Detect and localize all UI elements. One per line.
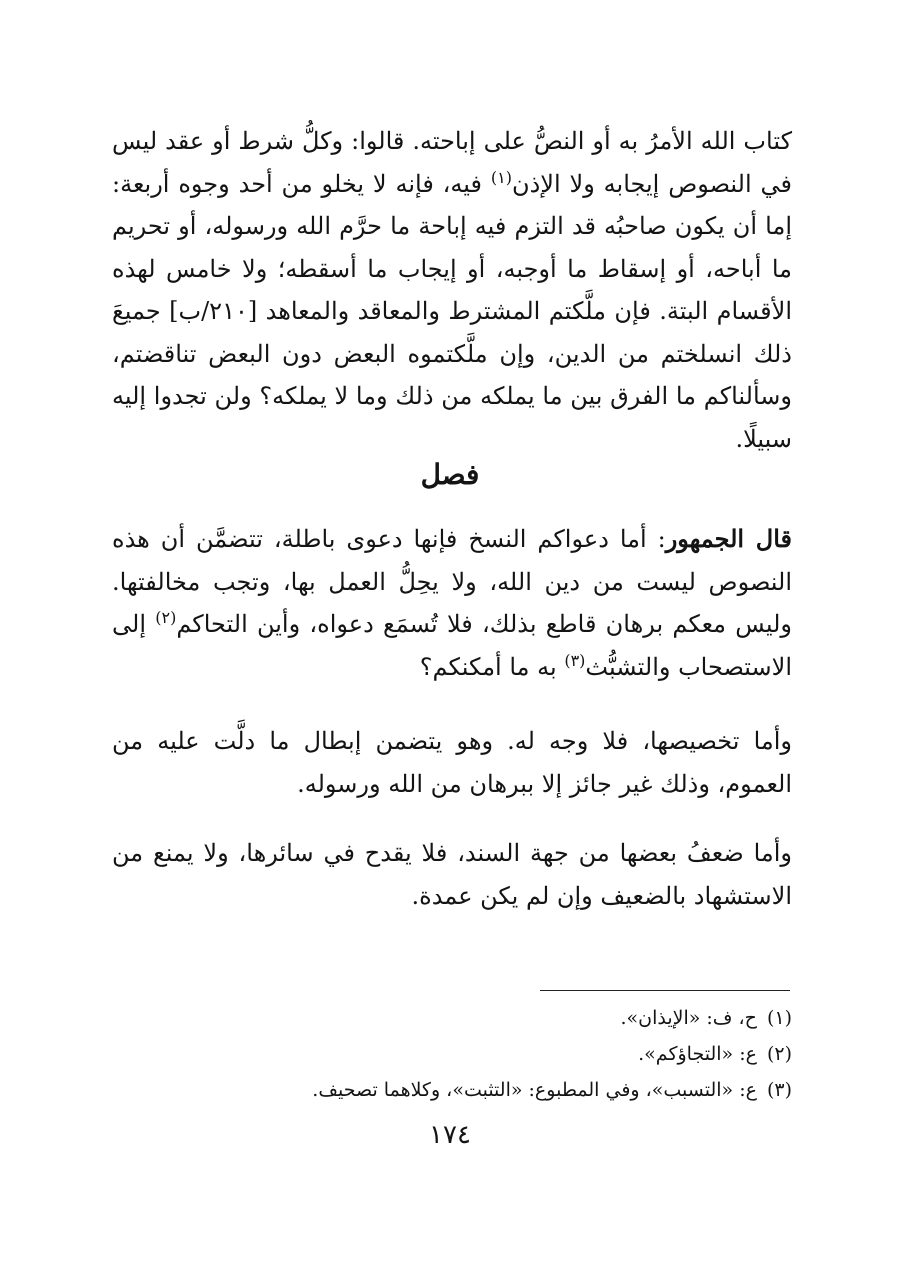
paragraph-1	[112, 120, 792, 460]
footnote-text: ع: «التجاؤكم».	[638, 1043, 757, 1065]
section-heading: فصل	[420, 458, 480, 491]
paragraph-3: وأما تخصيصها، فلا وجه له. وهو يتضمن إبطال ما دلَّت عليه من العموم، وذلك غير جائز إلا ببرهان من الله ورسوله.	[112, 727, 792, 798]
footnotes	[112, 1000, 792, 1108]
footnote-separator	[540, 990, 790, 991]
footnote-ref-3: (٣)	[564, 650, 586, 670]
footnote-3	[112, 1072, 792, 1108]
paragraph-1-text-b: فيه، فإنه لا يخلو من أحد وجوه أربعة: إما أن يكون صاحبُه قد التزم فيه إباحة ما حرَّم الله ورسوله، أو تحريم ما أباحه، أو إسقاط ما أوجبه، أو إيجاب ما أسقطه؛ ولا خامس لهذه الأقسام البتة. فإن ملَّكتم المشترط والمعاقد والمعاهد [٢١٠/ب] جميعَ ذلك انسلختم من الدين، وإن ملَّكتموه البعض دون البعض تناقضتم، وسألناكم ما الفرق بين ما يملكه من ذلك وما لا يملكه؟ ولن تجدوا إليه سبيلًا.	[112, 169, 793, 453]
paragraph-1-text-a: كتاب الله الأمرُ به أو النصُّ على إباحته. قالوا: وكلُّ شرط أو عقد ليس في النصوص إيجابه ولا الإذن	[112, 127, 792, 198]
paragraph-2-text-a: : أما دعواكم النسخ فإنها دعوى باطلة، تتضمَّن أن هذه النصوص ليست من دين الله، ولا يحِلُّ العمل بها، وتجب مخالفتها. وليس معكم برهان قاطع بذلك، فلا تُسمَع دعواه، وأين التحاكم	[112, 525, 793, 638]
paragraph-2-text-c: به ما أمكنكم؟	[419, 652, 565, 681]
footnote-ref-2: (٢)	[155, 608, 177, 627]
footnote-2	[112, 1036, 792, 1072]
footnote-text: ع: «التسبب»، وفي المطبوع: «التثبت»، وكلاهما تصحيف.	[312, 1079, 757, 1101]
footnote-number: (٢)	[766, 1043, 792, 1065]
page-number: ١٧٤	[429, 1120, 471, 1150]
footnote-ref-1: (١)	[490, 167, 512, 187]
paragraph-2-lead: قال الجمهور	[665, 524, 792, 553]
footnote-text: ح، ف: «الإيذان».	[620, 1007, 757, 1029]
footnote-number: (٣)	[766, 1079, 792, 1101]
footnote-number: (١)	[766, 1007, 792, 1029]
paragraph-4: وأما ضعفُ بعضها من جهة السند، فلا يقدح في سائرها، ولا يمنع من الاستشهاد بالضعيف وإن لم يكن عمدة.	[112, 839, 792, 910]
footnote-1	[112, 1000, 792, 1036]
paragraph-2-text-b: إلى الاستصحاب والتشبُّث	[112, 610, 792, 681]
paragraph-2	[112, 518, 792, 688]
